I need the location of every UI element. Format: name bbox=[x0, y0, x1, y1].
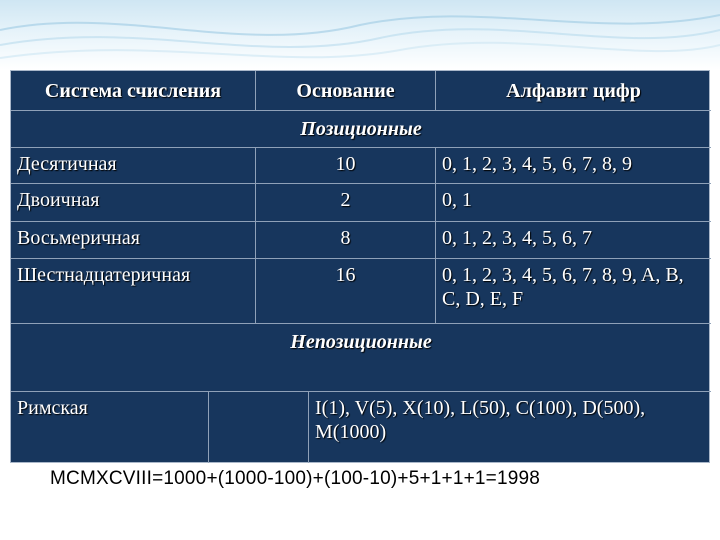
row-base: 16 bbox=[256, 259, 436, 324]
wave-decoration-icon bbox=[0, 0, 720, 70]
section-nonpositional: Непозиционные bbox=[11, 324, 711, 392]
roman-numeral-formula: MCMXCVIII=1000+(1000-100)+(100-10)+5+1+1+1=1998 bbox=[50, 468, 541, 489]
row-digits: 0, 1, 2, 3, 4, 5, 6, 7 bbox=[436, 222, 711, 259]
header-system: Система счисления bbox=[11, 71, 256, 111]
row-base: 2 bbox=[256, 184, 436, 222]
header-base: Основание bbox=[256, 71, 436, 111]
section-positional: Позиционные bbox=[11, 111, 711, 148]
row-system-name: Римская bbox=[11, 392, 209, 463]
row-digits: I(1), V(5), X(10), L(50), C(100), D(500), M(1000) bbox=[315, 397, 646, 443]
row-base: 8 bbox=[256, 222, 436, 259]
decorative-header-background bbox=[0, 0, 720, 70]
row-digits: 0, 1, 2, 3, 4, 5, 6, 7, 8, 9, A, B, C, D, E, F bbox=[436, 259, 711, 324]
row-digits: 0, 1, 2, 3, 4, 5, 6, 7, 8, 9 bbox=[436, 148, 711, 184]
row-system-name: Десятичная bbox=[11, 148, 256, 184]
number-systems-table bbox=[10, 70, 710, 463]
row-digits: 0, 1 bbox=[436, 184, 711, 222]
row-base bbox=[209, 392, 309, 463]
row-base: 10 bbox=[256, 148, 436, 184]
row-system-name: Двоичная bbox=[11, 184, 256, 222]
header-alphabet: Алфавит цифр bbox=[436, 71, 711, 111]
row-system-name: Восьмеричная bbox=[11, 222, 256, 259]
row-system-name: Шестнадцатеричная bbox=[11, 259, 256, 324]
